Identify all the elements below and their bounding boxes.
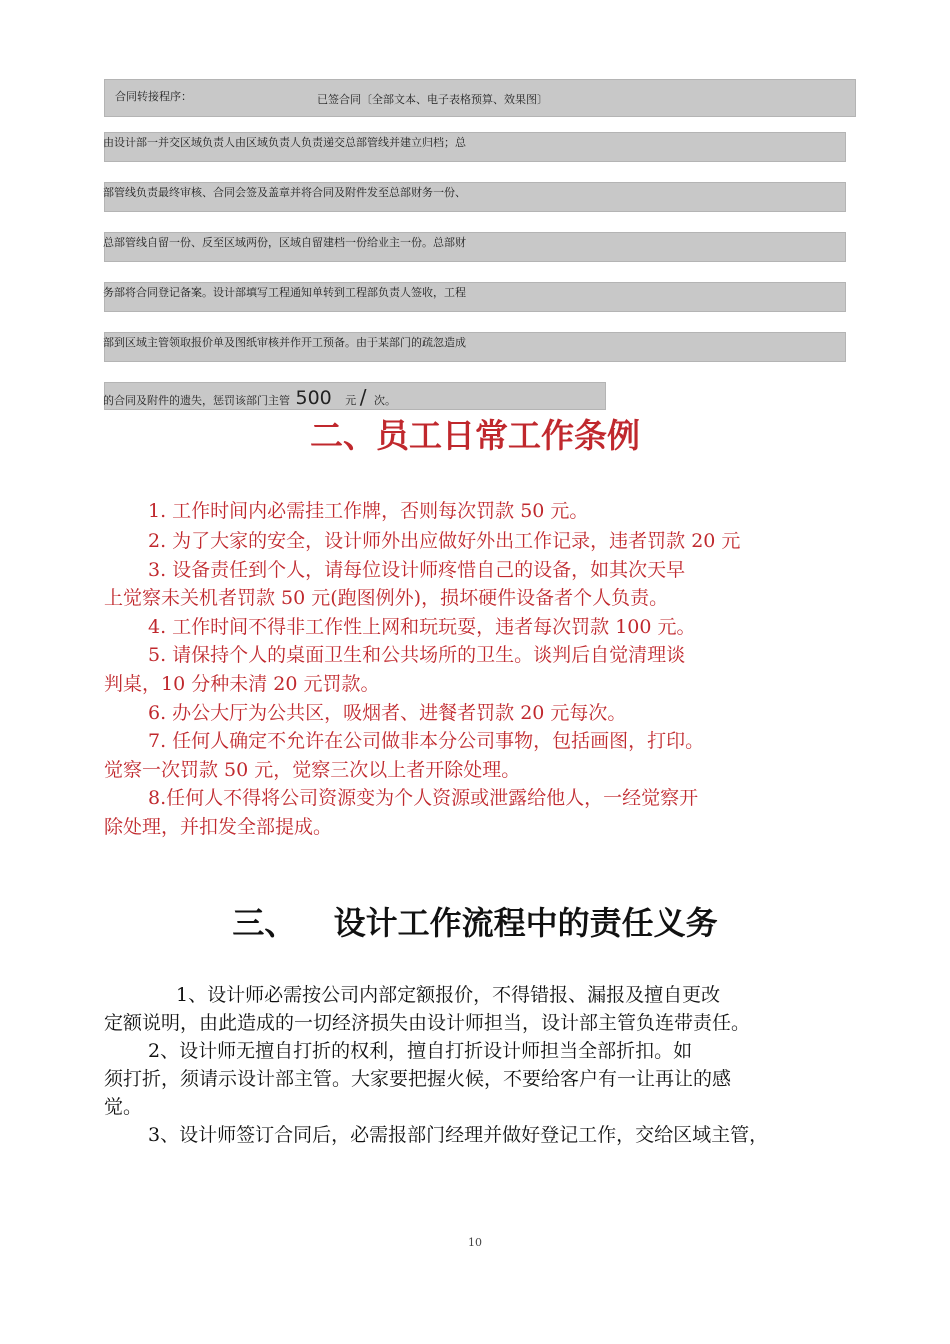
rule-line: 3. 设备责任到个人，请每位设计师疼惜自己的设备，如其次天早 [148, 559, 686, 581]
rule-line: 1. 工作时间内必需挂工作牌，否则每次罚款 50 元。 [148, 500, 589, 522]
page-number: 10 [468, 1236, 482, 1249]
penalty-text: 的合同及附件的遗失，惩罚该部门主管 [103, 394, 290, 407]
body-line: 3、设计师签订合同后，必需报部门经理并做好登记工作，交给区域主管， [148, 1124, 769, 1146]
rule-line: 5. 请保持个人的桌面卫生和公共场所的卫生。谈判后自觉清理谈 [148, 644, 686, 666]
rule-line: 7. 任何人确定不允许在公司做非本分公司事物，包括画图，打印。 [148, 730, 705, 752]
rule-line: 2. 为了大家的安全，设计师外出应做好外出工作记录，违者罚款 20 元 [148, 530, 741, 552]
contract-row-text: 务部将合同登记备案。设计部填写工程通知单转到工程部负责人签收，工程 [103, 286, 466, 299]
contract-table-row [104, 232, 846, 262]
body-line: 觉。 [104, 1096, 143, 1118]
rule-line: 除处理，并扣发全部提成。 [104, 816, 333, 838]
signed-contract-label: 已签合同〔全部文本、电子表格预算、效果图〕 [317, 93, 548, 106]
contract-row-text: 由设计部一并交区域负责人由区域负责人负责递交总部管线并建立归档；总 [103, 136, 466, 149]
body-line: 须打折，须请示设计部主管。大家要把握火候，不要给客户有一让再让的感 [104, 1068, 732, 1090]
penalty-amount: 500 [295, 387, 332, 409]
contract-last-row-line [103, 385, 396, 409]
rule-line: 上觉察未关机者罚款 50 元(跑图例外)，损坏硬件设备者个人负责。 [104, 587, 669, 609]
contract-table-row [104, 332, 846, 362]
body-line: 定额说明，由此造成的一切经济损失由设计师担当，设计部主管负连带责任。 [104, 1012, 751, 1034]
rule-line: 4. 工作时间不得非工作性上网和玩玩耍，违者每次罚款 100 元。 [148, 616, 696, 638]
rule-line: 觉察一次罚款 50 元，觉察三次以上者开除处理。 [104, 759, 521, 781]
contract-table-row [104, 132, 846, 162]
contract-table-header-row [104, 79, 856, 117]
penalty-unit: 元 [345, 394, 357, 407]
contract-table-row [104, 182, 846, 212]
rule-line: 8.任何人不得将公司资源变为个人资源或泄露给他人，一经觉察开 [148, 787, 699, 809]
contract-row-text: 总部管线自留一份、反至区域两份，区域自留建档一份给业主一份。总部财 [103, 236, 466, 249]
section2-title: 二、员工日常工作条例 [310, 416, 640, 455]
rule-line: 判桌，10 分种未清 20 元罚款。 [104, 673, 380, 695]
penalty-end: 次。 [374, 394, 397, 407]
rule-line: 6. 办公大厅为公共区，吸烟者、进餐者罚款 20 元每次。 [148, 702, 627, 724]
contract-table-last-row [104, 382, 606, 410]
contract-row-text: 部管线负责最终审核、合同会签及盖章并将合同及附件发至总部财务一份、 [103, 186, 466, 199]
contract-table-row [104, 282, 846, 312]
contract-transfer-label: 合同转接程序： [115, 90, 192, 103]
section3-title: 三、 设计工作流程中的责任义务 [232, 904, 718, 942]
penalty-slash: / [359, 385, 367, 409]
body-line: 1、设计师必需按公司内部定额报价，不得错报、漏报及擅自更改 [176, 984, 721, 1006]
contract-row-text: 部到区域主管领取报价单及图纸审核并作开工预备。由于某部门的疏忽造成 [103, 336, 466, 349]
body-line: 2、设计师无擅自打折的权利，擅自打折设计师担当全部折扣。如 [148, 1040, 693, 1062]
